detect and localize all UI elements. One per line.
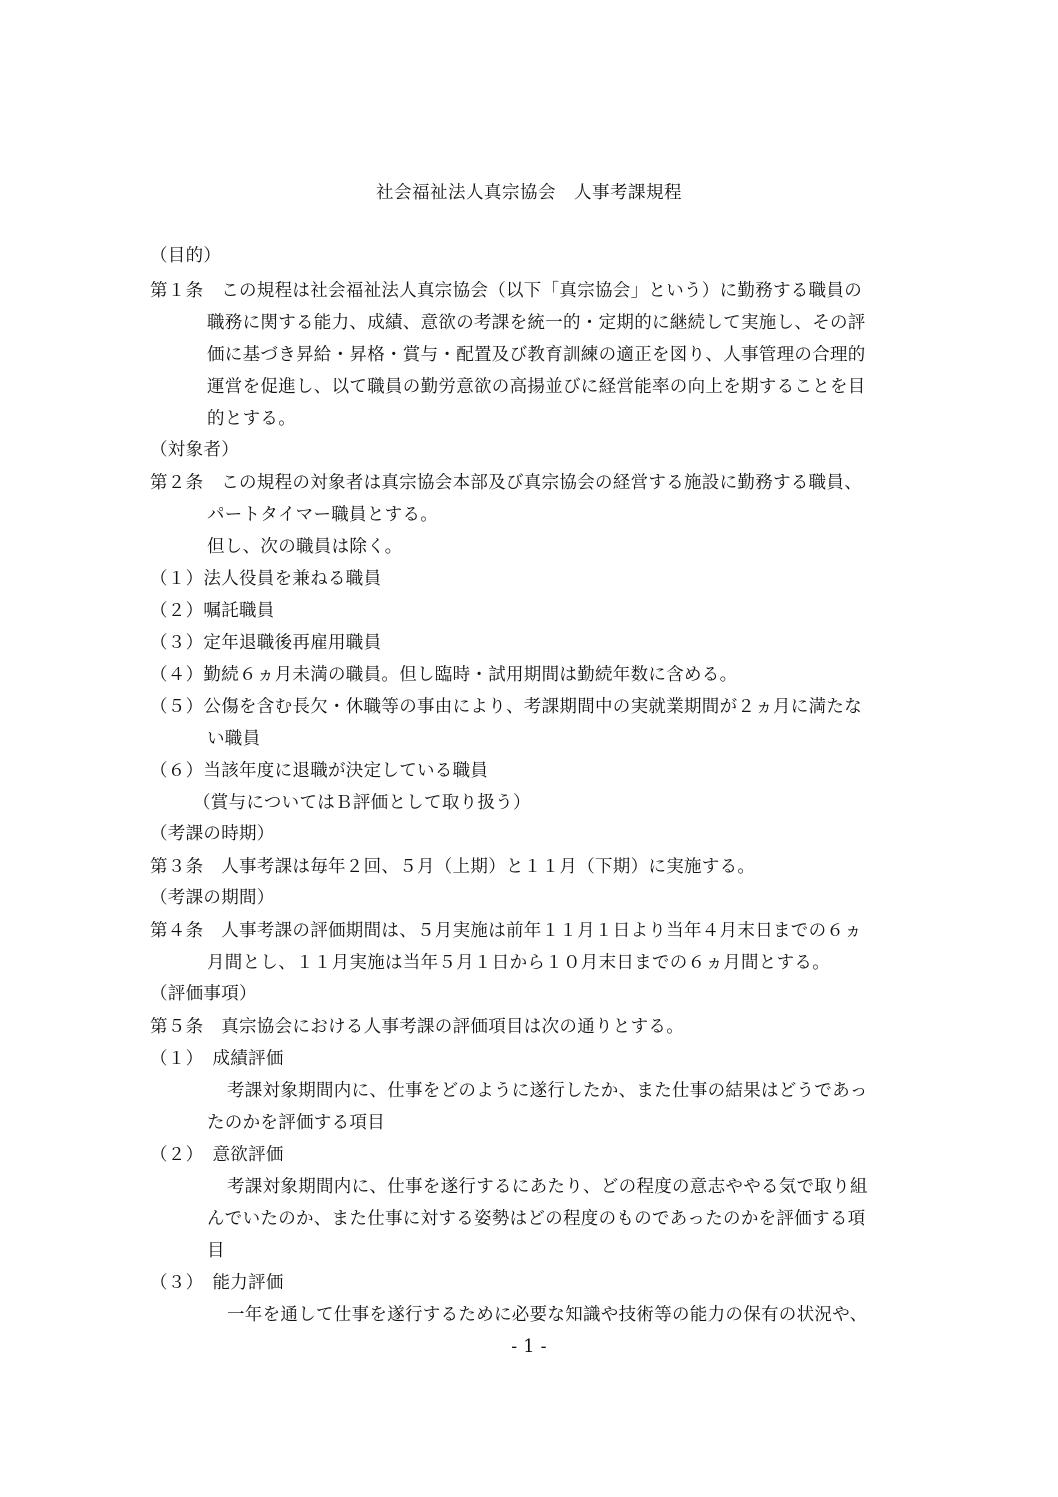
evaluation-item-2-heading: （２） 意欲評価 <box>150 1145 284 1165</box>
exclusion-item-6-note: （賞与についてはＢ評価として取り扱う） <box>193 793 531 813</box>
document-title: 社会福祉法人真宗協会 人事考課規程 <box>376 183 682 203</box>
heading-target: （対象者） <box>150 440 239 460</box>
evaluation-item-1-line-1: 考課対象期間内に、仕事をどのように遂行したか、また仕事の結果はどうであっ <box>227 1081 868 1101</box>
heading-evaluation-items: （評価事項） <box>150 984 257 1004</box>
exclusion-item-3: （３）定年退職後再雇用職員 <box>150 633 382 653</box>
article-1-line-4: 運営を促進し、以て職員の勤労意欲の高揚並びに経営能率の向上を期することを目 <box>207 377 866 397</box>
article-1-line-5: 的とする。 <box>207 409 296 429</box>
article-3-line-1: 第３条 人事考課は毎年２回、５月（上期）と１１月（下期）に実施する。 <box>150 857 756 877</box>
evaluation-item-2-line-2: んでいたのか、また仕事に対する姿勢はどの程度のものであったのかを評価する項 <box>207 1209 866 1229</box>
heading-period: （考課の期間） <box>150 888 275 908</box>
page-number: - 1 - <box>511 1337 547 1357</box>
article-1-line-3: 価に基づき昇給・昇格・賞与・配置及び教育訓練の適正を図り、人事管理の合理的 <box>207 345 866 365</box>
evaluation-item-2-line-3: 目 <box>207 1241 225 1261</box>
evaluation-item-1-heading: （１） 成績評価 <box>150 1049 284 1069</box>
article-2-line-1: 第２条 この規程の対象者は真宗協会本部及び真宗協会の経営する施設に勤務する職員、 <box>150 473 862 493</box>
article-4-line-1: 第４条 人事考課の評価期間は、５月実施は前年１１月１日より当年４月末日までの６ヵ <box>150 921 862 941</box>
exclusion-item-5-line-2: い職員 <box>207 729 261 749</box>
exclusion-item-5-line-1: （５）公傷を含む長欠・休職等の事由により、考課期間中の実就業期間が２ヵ月に満たな <box>150 697 862 717</box>
exclusion-item-4: （４）勤続６ヵ月未満の職員。但し臨時・試用期間は勤続年数に含める。 <box>150 665 738 685</box>
exclusion-item-1: （１）法人役員を兼ねる職員 <box>150 569 382 589</box>
article-2-line-2: パートタイマー職員とする。 <box>207 505 439 525</box>
evaluation-item-3-line-1: 一年を通して仕事を遂行するために必要な知識や技術等の能力の保有の状況や、 <box>227 1305 868 1325</box>
heading-purpose: （目的） <box>150 246 222 266</box>
exclusion-item-6: （６）当該年度に退職が決定している職員 <box>150 761 489 781</box>
article-2-line-3: 但し、次の職員は除く。 <box>207 537 403 557</box>
article-1-line-1: 第１条 この規程は社会福祉法人真宗協会（以下「真宗協会」という）に勤務する職員の <box>150 281 862 301</box>
heading-timing: （考課の時期） <box>150 824 275 844</box>
evaluation-item-3-heading: （３） 能力評価 <box>150 1273 284 1293</box>
article-5-line-1: 第５条 真宗協会における人事考課の評価項目は次の通りとする。 <box>150 1017 684 1037</box>
article-1-line-2: 職務に関する能力、成績、意欲の考課を統一的・定期的に継続して実施し、その評 <box>207 313 866 333</box>
evaluation-item-1-line-2: たのかを評価する項目 <box>207 1113 385 1133</box>
exclusion-item-2: （２）嘱託職員 <box>150 601 275 621</box>
article-4-line-2: 月間とし、１１月実施は当年５月１日から１０月末日までの６ヵ月間とする。 <box>207 953 830 973</box>
evaluation-item-2-line-1: 考課対象期間内に、仕事を遂行するにあたり、どの程度の意志ややる気で取り組 <box>227 1177 868 1197</box>
